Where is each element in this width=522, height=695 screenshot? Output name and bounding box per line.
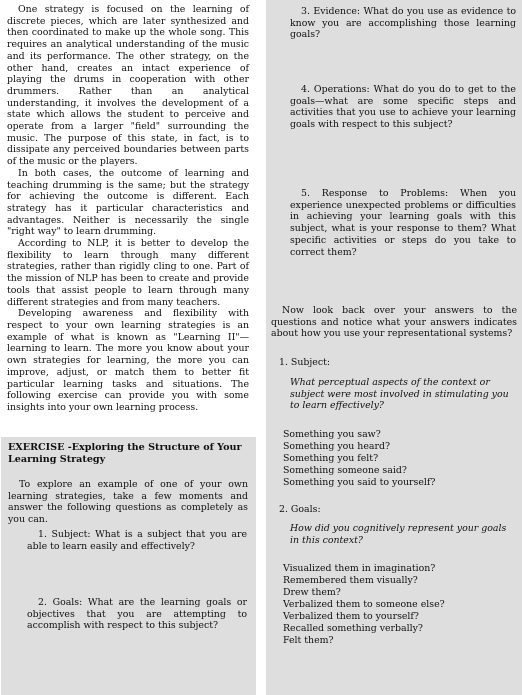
paragraph-nlp-flexibility: According to NLP, it is better to develop the flexibility to learn through many different strategies, rather than rigidly cling to one. Part of the mission of NLP has been to create and provide tools that assist people to learn through many different strategies and from many teachers.	[7, 238, 249, 308]
exercise-box	[1, 437, 256, 695]
question-problems: 5. Response to Problems: When you experience unexpected problems or difficulties in achieving your learning goals with this subject, what is your response to them? What specific activities or steps do you take to correct them?	[290, 188, 516, 258]
left-body-text	[7, 4, 249, 414]
question-goals: 2. Goals: What are the learning goals or objectives that you are attempting to accomplish with respect to this subject?	[27, 597, 247, 632]
list-item: Something someone said?	[283, 465, 407, 476]
list-item: Something you heard?	[283, 441, 390, 452]
paragraph-both-cases: In both cases, the outcome of learning and teaching drumming is the same; but the strategy for achieving the outcome is different. Each strategy has it particular characteristics and advantages. Neither is necessarily the single "right way" to learn drumming.	[7, 167, 249, 238]
list-item: Verbalized them to yourself?	[283, 611, 419, 622]
question-operations: 4. Operations: What do you do to get to the goals—what are some specific steps and activities that you use to achieve your learning goals with respect to this subject?	[290, 84, 516, 131]
list-item: Felt them?	[283, 635, 334, 646]
list-item: Recalled something verbally?	[283, 623, 423, 634]
question-subject: 1. Subject: What is a subject that you are able to learn easily and effectively?	[27, 529, 247, 552]
review-goals-question: How did you cognitively represent your goals in this context?	[290, 523, 507, 546]
list-item: Drew them?	[283, 587, 341, 598]
list-item: Something you said to yourself?	[283, 477, 436, 488]
list-item: Verbalized them to someone else?	[283, 599, 445, 610]
paragraph-learning-two: Developing awareness and flexibility with respect to your own learning strategies is an example of what is known as "Learning II"—learning to learn. The more you know about your own strategies for learning, the more you can improve, adjust, or match them to better fit particular learning tasks and situations. The following exercise can provide you with some insights into your own learning process.	[7, 308, 249, 413]
list-item: Something you saw?	[283, 429, 381, 440]
review-subject-options	[283, 429, 517, 489]
review-goals-label: 2. Goals:	[279, 504, 321, 515]
list-item: Remembered them visually?	[283, 575, 418, 586]
paragraph-strategies: One strategy is focused on the learning of discrete pieces, which are later synthesized and then coordinated to make up the whole song. This requires an analytical understanding of the music and its performance. The other strategy, on the other hand, creates an intact experience of playing the drums in cooperation with other drummers. Rather than an analytical understanding, it involves the development of a state which allows the student to perceive and operate from a larger "field" surrounding the music. The purpose of this state, in fact, is to dissipate any perceived boundaries between parts of the music or the players.	[7, 4, 249, 168]
list-item: Visualized them in imagination?	[283, 563, 436, 574]
list-item: Something you felt?	[283, 453, 379, 464]
exercise-heading: EXERCISE -Exploring the Structure of Your Learning Strategy	[8, 442, 242, 465]
review-goals-options	[283, 563, 517, 647]
review-subject-label: 1. Subject:	[279, 357, 331, 368]
right-column-box	[266, 0, 522, 695]
review-intro: Now look back over your answers to the questions and notice what your answers indicates about how you use your representational systems?	[271, 305, 517, 340]
question-evidence: 3. Evidence: What do you use as evidence to know you are accomplishing those learning goals?	[290, 6, 516, 41]
review-subject-question: What perceptual aspects of the context or subject were most involved in stimulating you to learn effectively?	[290, 377, 509, 412]
exercise-intro: To explore an example of one of your own learning strategies, take a few moments and answer the following questions as completely as you can.	[8, 479, 248, 526]
